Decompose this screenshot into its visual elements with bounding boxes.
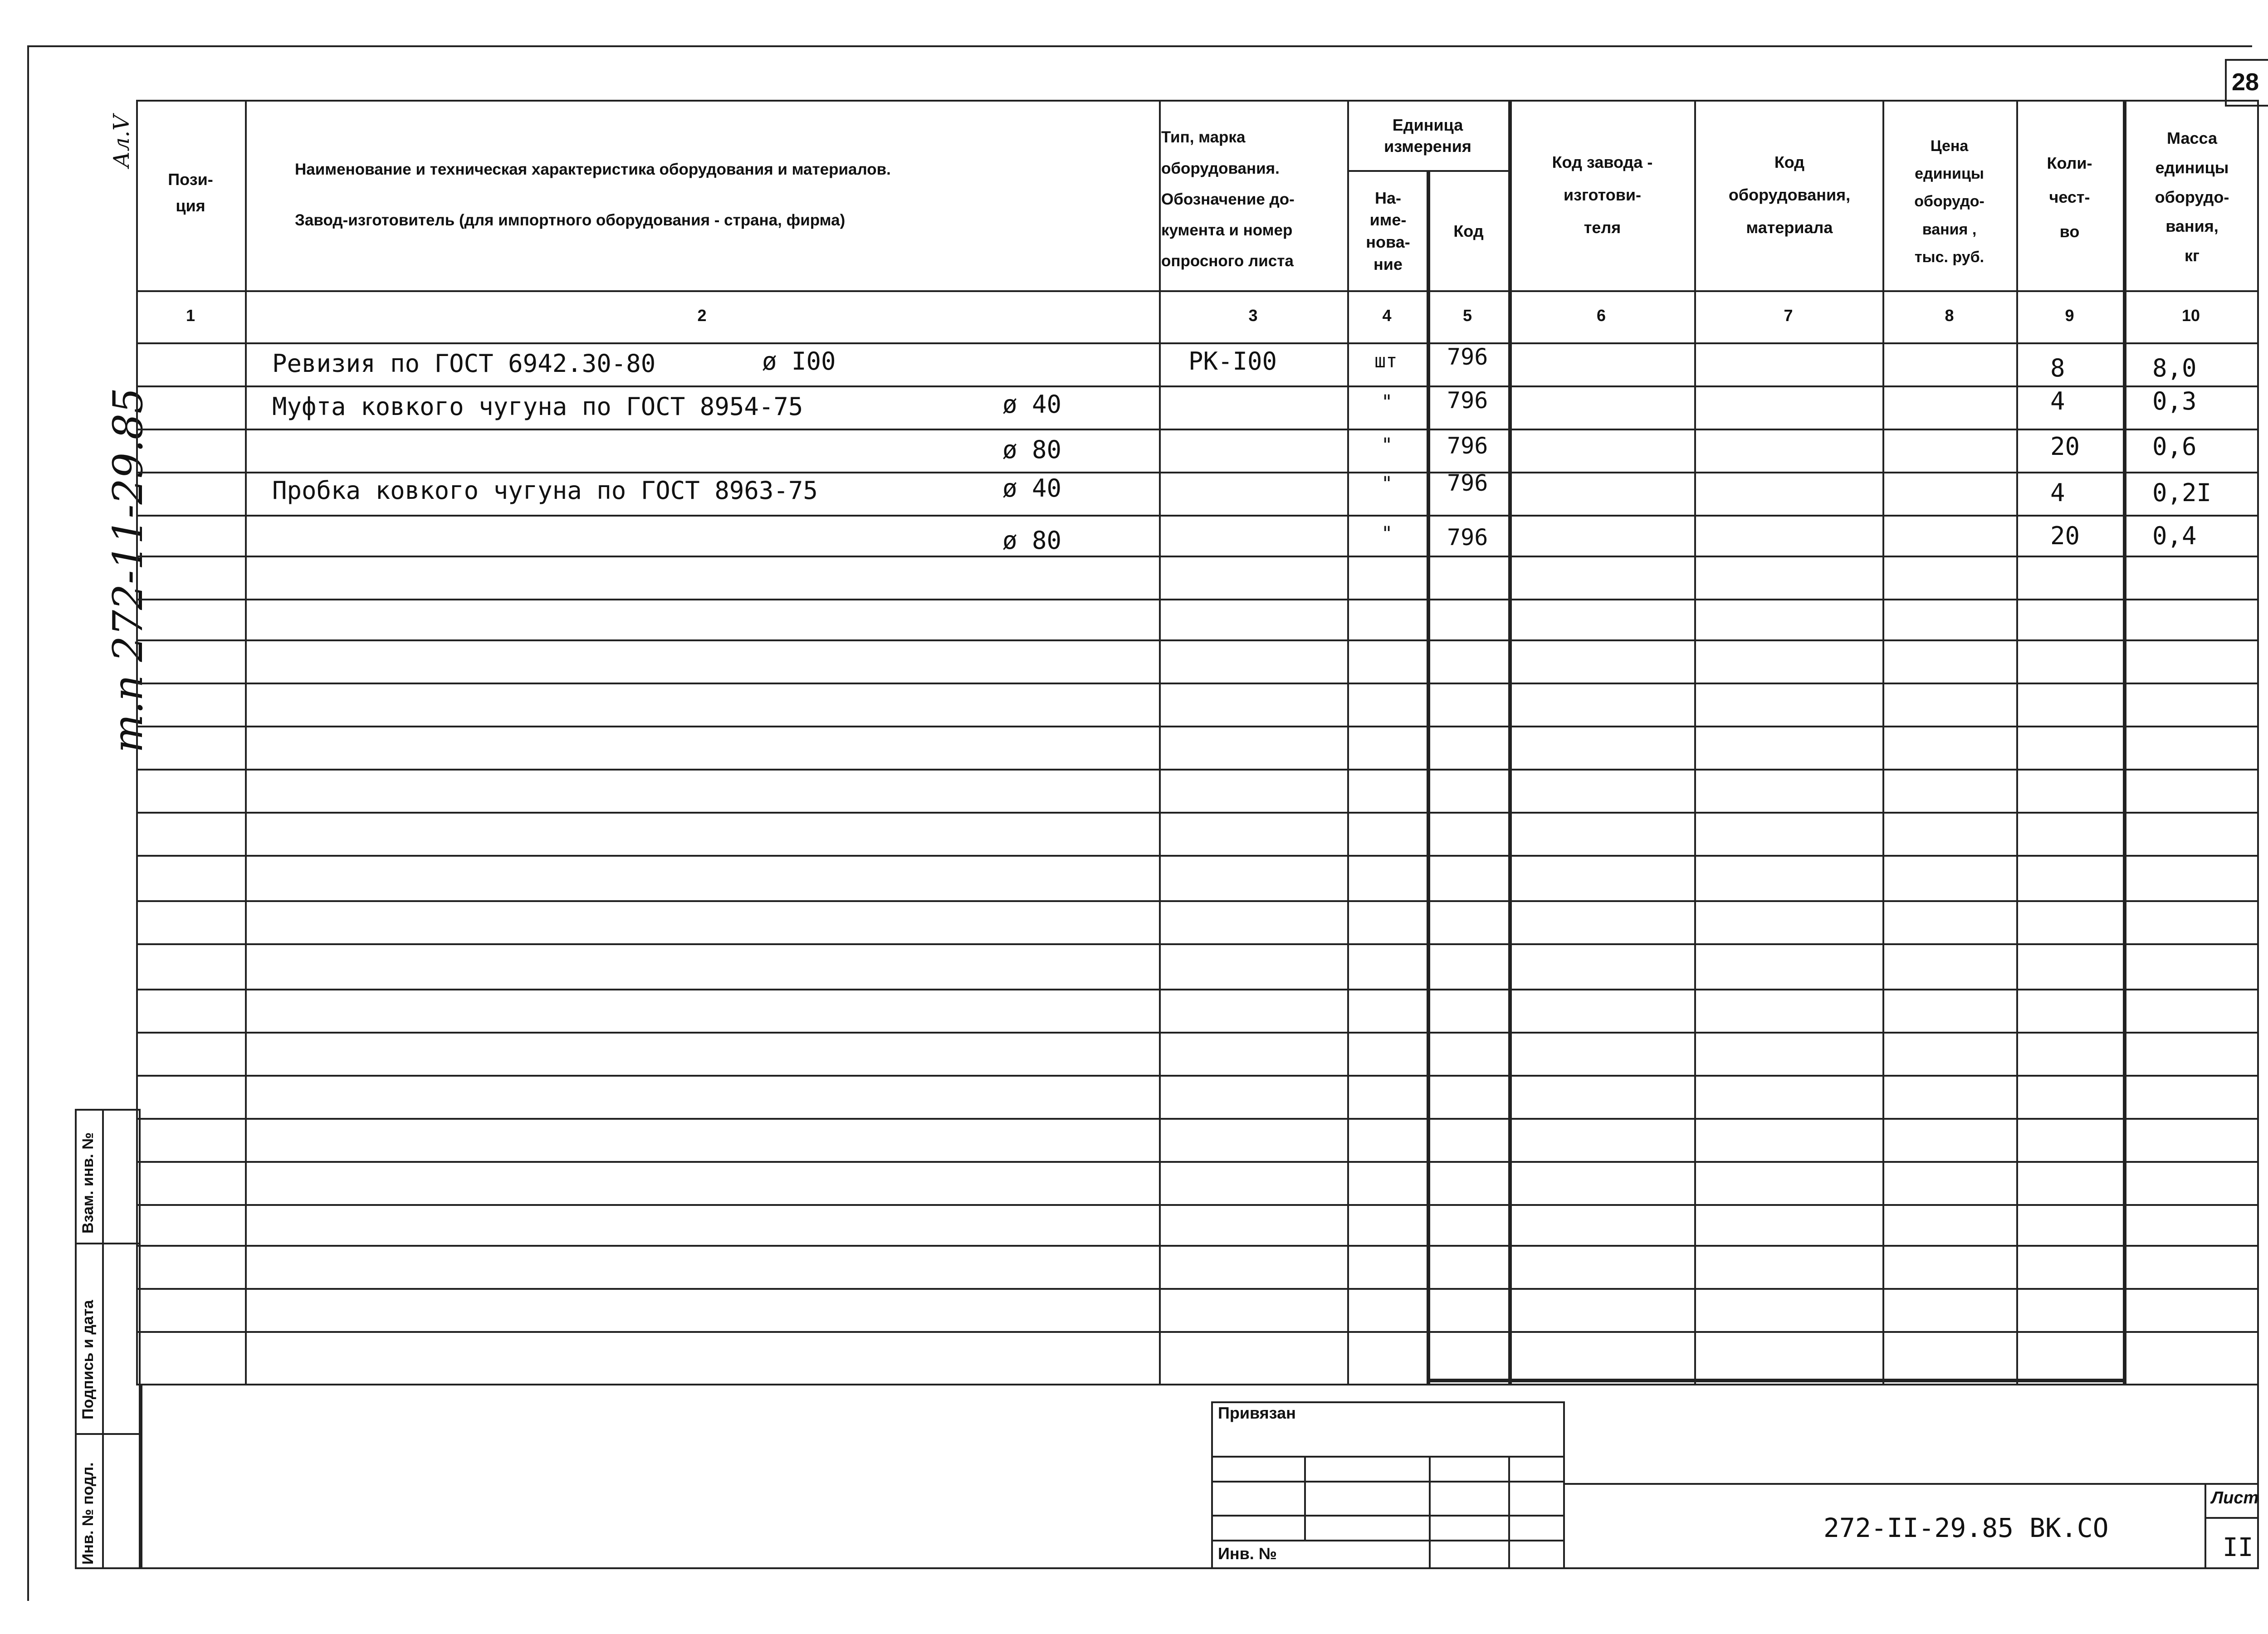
row3-qty: 20 — [2050, 432, 2080, 461]
row5-mass: 0,4 — [2152, 522, 2197, 550]
side-note-project: т.п 272-11-29.85 — [104, 387, 152, 753]
col-divider-7 — [1882, 100, 1884, 1385]
col-divider-4 — [1427, 170, 1430, 1385]
row4-qty: 4 — [2050, 478, 2065, 507]
row4-mass: 0,2I — [2152, 478, 2212, 507]
row1-type: РК-I00 — [1188, 347, 1277, 376]
row-line-7 — [136, 639, 2259, 641]
row-line-16 — [136, 1032, 2259, 1034]
header-unit-group: Единица измерения — [1384, 116, 1471, 156]
row1-mass: 8,0 — [2152, 354, 2197, 382]
privyazan-label: Привязан — [1218, 1404, 1296, 1422]
bottom-right-border — [2257, 1385, 2259, 1569]
row3-mass: 0,6 — [2152, 432, 2197, 461]
colnum-1: 1 — [186, 306, 196, 325]
row4-unit: " — [1381, 472, 1393, 494]
row2-unit: " — [1381, 390, 1393, 413]
sheet-number: II — [2223, 1533, 2253, 1562]
row-line-6 — [136, 599, 2259, 600]
header-name: Наименование и техническая характеристика оборудования и материалов. Завод-изготовитель (для импортного оборудования - страна, фирма) — [295, 161, 891, 229]
row-line-23 — [136, 1331, 2259, 1333]
row3-code: 796 — [1447, 433, 1488, 459]
row-line-13 — [136, 900, 2259, 902]
colnum-2: 2 — [697, 306, 707, 325]
sheet-label: Лист — [2211, 1488, 2259, 1507]
privyazan-divider-2 — [1429, 1456, 1431, 1569]
sheet-box-line — [2204, 1517, 2259, 1519]
row-line-15 — [136, 989, 2259, 990]
col-divider-6 — [1694, 100, 1696, 1385]
privyazan-line-4 — [1211, 1540, 1565, 1541]
row-line-4 — [136, 515, 2259, 517]
header-unit-code: Код — [1453, 222, 1484, 241]
row1-diameter: ø I00 — [762, 347, 836, 376]
row5-unit: " — [1381, 522, 1393, 544]
colnum-3: 3 — [1248, 306, 1258, 325]
row2-name: Муфта ковкого чугуна по ГОСТ 8954-75 — [272, 392, 803, 421]
sheet-box-divider — [2204, 1483, 2206, 1569]
row-line-18 — [136, 1118, 2259, 1120]
colnum-10: 10 — [2181, 306, 2200, 325]
outer-left-border — [27, 45, 29, 1601]
privyazan-line-3 — [1211, 1515, 1565, 1517]
header-unit-name: На- име- нова- ние — [1366, 188, 1410, 273]
header-quantity: Коли- чест- во — [2047, 153, 2092, 241]
bottom-border — [141, 1567, 2259, 1569]
row-line-21 — [136, 1245, 2259, 1247]
row1-qty: 8 — [2050, 354, 2065, 382]
colnum-9: 9 — [2065, 306, 2074, 325]
row-line-17 — [136, 1075, 2259, 1077]
colnum-bottom-line — [136, 342, 2259, 344]
row-line-14 — [136, 943, 2259, 945]
doc-code: 272-II-29.85 ВК.СО — [1823, 1512, 2109, 1543]
side-stamp-divider — [102, 1109, 104, 1569]
row5-code: 796 — [1447, 524, 1488, 551]
header-price: Цена единицы оборудо- вания , тыс. руб. — [1914, 137, 1984, 266]
row-line-1 — [136, 385, 2259, 387]
row5-qty: 20 — [2050, 522, 2080, 550]
col-divider-5 — [1508, 100, 1512, 1385]
col-divider-8 — [2016, 100, 2018, 1385]
privyazan-divider-3 — [1508, 1456, 1510, 1569]
row-line-20 — [136, 1204, 2259, 1206]
side-stamp-podpis: Подпись и дата — [79, 1300, 97, 1419]
header-type: Тип, марка оборудования. Обозначение до- кумента и номер опросного листа — [1161, 128, 1295, 270]
row2-code: 796 — [1447, 387, 1488, 414]
header-factory-code: Код завода - изготови- теля — [1552, 153, 1653, 237]
row2-mass: 0,3 — [2152, 387, 2197, 415]
row1-code: 796 — [1447, 344, 1488, 370]
row2-diameter: ø 40 — [1002, 390, 1062, 419]
row2-qty: 4 — [2050, 387, 2065, 415]
row-line-12 — [136, 855, 2259, 857]
doc-code-line — [1565, 1483, 2259, 1485]
row1-name: Ревизия по ГОСТ 6942.30-80 — [272, 349, 656, 378]
inv-no-label: Инв. № — [1218, 1544, 1277, 1563]
side-note-top: Ал.V — [109, 115, 134, 168]
col-divider-9 — [2123, 100, 2126, 1385]
colnum-6: 6 — [1596, 306, 1606, 325]
corner-sheet-number: 28 — [2232, 68, 2259, 96]
row1-unit: шт — [1374, 350, 1398, 372]
row-line-2 — [136, 429, 2259, 430]
colnum-4: 4 — [1382, 306, 1392, 325]
row-line-10 — [136, 769, 2259, 771]
col-divider-1 — [245, 100, 247, 1385]
row-line-22 — [136, 1288, 2259, 1290]
side-stamp-vzam: Взам. инв. № — [79, 1132, 97, 1234]
privyazan-line-2 — [1211, 1481, 1565, 1483]
row4-code: 796 — [1447, 470, 1488, 496]
header-equipment-code: Код оборудования, материала — [1728, 153, 1851, 237]
spec-table — [136, 100, 2259, 1385]
privyazan-line-1 — [1211, 1456, 1565, 1458]
row3-unit: " — [1381, 434, 1393, 456]
colnum-5: 5 — [1462, 306, 1472, 325]
col-divider-3 — [1347, 100, 1349, 1385]
header-position: Пози- ция — [168, 170, 213, 215]
row-line-9 — [136, 726, 2259, 727]
privyazan-divider-1 — [1304, 1456, 1306, 1540]
row-line-19 — [136, 1161, 2259, 1163]
side-stamp-line-2 — [75, 1433, 141, 1435]
row5-diameter: ø 80 — [1002, 526, 1062, 555]
colnum-8: 8 — [1945, 306, 1954, 325]
row4-name: Пробка ковкого чугуна по ГОСТ 8963-75 — [272, 476, 818, 505]
col-divider-2 — [1159, 100, 1161, 1385]
thick-bottom-line — [1427, 1379, 2125, 1382]
row4-diameter: ø 40 — [1002, 474, 1062, 502]
bottom-left-border — [141, 1385, 142, 1569]
header-bottom-line — [136, 290, 2259, 292]
header-mass: Масса единицы оборудо- вания, кг — [2155, 129, 2229, 265]
side-stamp-inv-podl: Инв. № подл. — [79, 1462, 97, 1565]
row-line-3 — [136, 472, 2259, 473]
row-line-11 — [136, 812, 2259, 814]
colnum-7: 7 — [1784, 306, 1793, 325]
side-stamp-line-1 — [75, 1243, 141, 1244]
row-line-5 — [136, 556, 2259, 557]
row3-diameter: ø 80 — [1002, 435, 1062, 464]
outer-top-border — [27, 45, 2252, 47]
row-line-8 — [136, 683, 2259, 684]
